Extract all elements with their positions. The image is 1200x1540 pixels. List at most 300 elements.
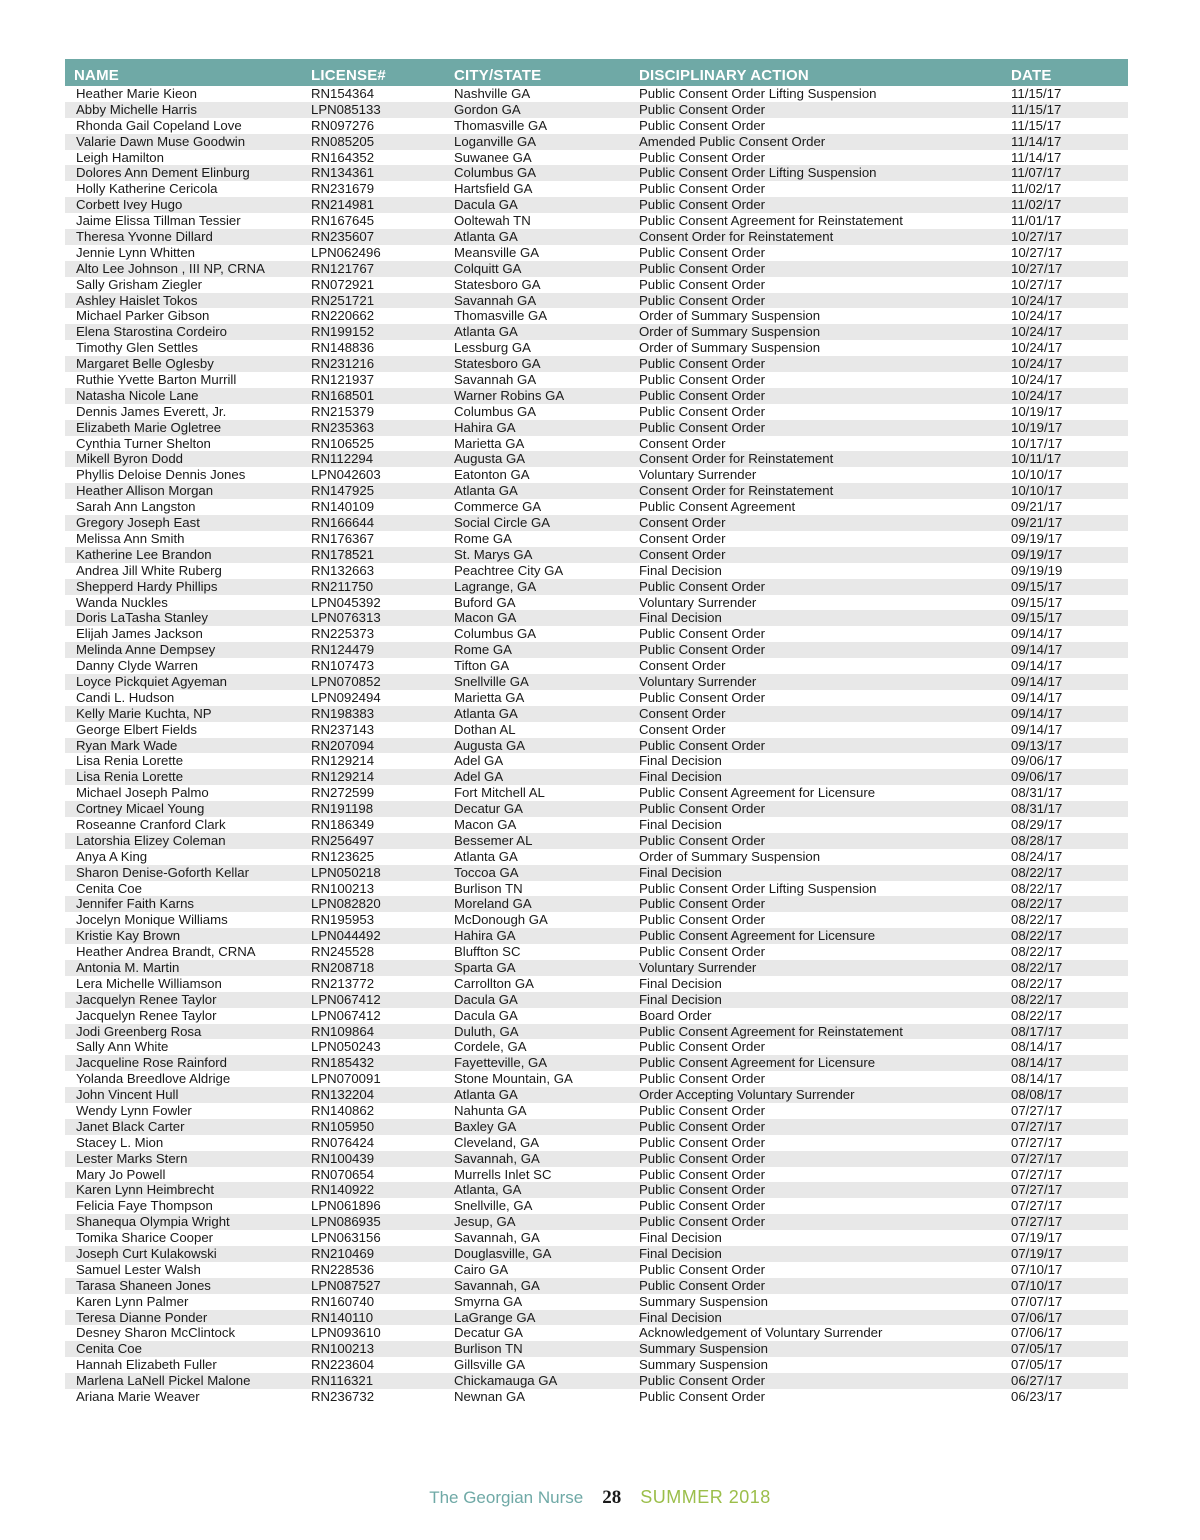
license-cell: RN132204	[311, 1087, 375, 1103]
city-state-cell: Sparta GA	[454, 959, 516, 975]
table-row	[65, 1119, 1128, 1135]
city-state-cell: Newnan GA	[454, 1389, 526, 1405]
name-cell: Ruthie Yvette Barton Murrill	[76, 372, 237, 388]
table-row	[65, 229, 1128, 245]
table-row	[65, 738, 1128, 754]
license-cell: LPN067412	[311, 1007, 381, 1023]
table-row	[65, 324, 1128, 340]
disciplinary-action-cell: Final Decision	[639, 769, 722, 785]
date-cell: 07/27/17	[1011, 1198, 1063, 1214]
table-row	[65, 1135, 1128, 1151]
name-cell: Alto Lee Johnson , III NP, CRNA	[76, 260, 265, 276]
license-cell: RN198383	[311, 705, 375, 721]
disciplinary-action-cell: Public Consent Order	[639, 1039, 766, 1055]
disciplinary-action-cell: Public Consent Order	[639, 1198, 766, 1214]
table-row	[65, 896, 1128, 912]
city-state-cell: Augusta GA	[454, 451, 526, 467]
table-row	[65, 769, 1128, 785]
date-cell: 08/29/17	[1011, 816, 1063, 832]
table-row	[65, 118, 1128, 134]
city-state-cell: McDonough GA	[454, 912, 548, 928]
city-state-cell: Carrollton GA	[454, 975, 534, 991]
name-cell: Jacqueline Rose Rainford	[76, 1055, 228, 1071]
city-state-cell: Colquitt GA	[454, 260, 522, 276]
city-state-cell: Columbus GA	[454, 403, 537, 419]
disciplinary-action-cell: Public Consent Order	[639, 944, 766, 960]
license-cell: RN134361	[311, 165, 375, 181]
disciplinary-action-cell: Public Consent Order Lifting Suspension	[639, 165, 877, 181]
disciplinary-action-cell: Amended Public Consent Order	[639, 133, 826, 149]
name-cell: Holly Katherine Cericola	[76, 181, 218, 197]
city-state-cell: Douglasville, GA	[454, 1246, 552, 1262]
table-row	[65, 928, 1128, 944]
license-cell: LPN093610	[311, 1325, 381, 1341]
disciplinary-action-cell: Order Accepting Voluntary Surrender	[639, 1087, 855, 1103]
name-cell: Lisa Renia Lorette	[76, 769, 184, 785]
table-row	[65, 261, 1128, 277]
table-row	[65, 817, 1128, 833]
name-cell: Cynthia Turner Shelton	[76, 435, 211, 451]
disciplinary-action-cell: Final Decision	[639, 1230, 722, 1246]
license-cell: RN100213	[311, 1341, 375, 1357]
city-state-cell: Toccoa GA	[454, 864, 519, 880]
license-cell: LPN087527	[311, 1277, 381, 1293]
city-state-cell: Decatur GA	[454, 1325, 523, 1341]
table-row	[65, 150, 1128, 166]
disciplinary-action-cell: Consent Order	[639, 721, 726, 737]
date-cell: 09/14/17	[1011, 721, 1063, 737]
date-cell: 09/06/17	[1011, 769, 1063, 785]
header-city-state: CITY/STATE	[454, 66, 542, 84]
table-row	[65, 451, 1128, 467]
city-state-cell: Hartsfield GA	[454, 181, 533, 197]
city-state-cell: Nahunta GA	[454, 1103, 527, 1118]
date-cell: 08/08/17	[1011, 1087, 1063, 1103]
license-cell: RN129214	[311, 769, 375, 785]
city-state-cell: Murrells Inlet SC	[454, 1166, 552, 1182]
name-cell: Corbett Ivey Hugo	[76, 197, 183, 213]
name-cell: Heather Allison Morgan	[76, 483, 214, 499]
date-cell: 10/27/17	[1011, 229, 1063, 245]
license-cell: RN109864	[311, 1023, 375, 1039]
disciplinary-action-cell: Consent Order	[639, 515, 726, 531]
name-cell: Sally Grisham Ziegler	[76, 276, 203, 292]
date-cell: 06/23/17	[1011, 1389, 1063, 1405]
city-state-cell: Marietta GA	[454, 689, 525, 705]
license-cell: LPN061896	[311, 1198, 381, 1214]
name-cell: Samuel Lester Walsh	[76, 1261, 201, 1277]
name-cell: John Vincent Hull	[76, 1087, 179, 1103]
city-state-cell: Lagrange, GA	[454, 578, 537, 594]
date-cell: 07/19/17	[1011, 1230, 1063, 1246]
date-cell: 07/27/17	[1011, 1214, 1063, 1230]
table-row	[65, 1198, 1128, 1214]
disciplinary-action-cell: Public Consent Order	[639, 1277, 766, 1293]
name-cell: Tomika Sharice Cooper	[76, 1230, 214, 1246]
license-cell: LPN076313	[311, 610, 381, 626]
license-cell: RN160740	[311, 1293, 375, 1309]
table-row	[65, 1246, 1128, 1262]
table-row	[65, 547, 1128, 563]
name-cell: Rhonda Gail Copeland Love	[76, 117, 242, 133]
city-state-cell: Rome GA	[454, 642, 512, 658]
name-cell: Loyce Pickquiet Agyeman	[76, 673, 228, 689]
city-state-cell: Macon GA	[454, 816, 517, 832]
name-cell: Dennis James Everett, Jr.	[76, 403, 227, 419]
name-cell: Margaret Belle Oglesby	[76, 356, 214, 372]
license-cell: LPN067412	[311, 991, 381, 1007]
date-cell: 11/02/17	[1011, 181, 1062, 197]
license-cell: RN211750	[311, 578, 374, 594]
disciplinary-action-cell: Final Decision	[639, 1246, 722, 1262]
date-cell: 09/06/17	[1011, 753, 1063, 769]
license-cell: RN195953	[311, 912, 375, 928]
table-row	[65, 1357, 1128, 1373]
license-cell: RN256497	[311, 832, 375, 848]
license-cell: LPN070091	[311, 1071, 381, 1087]
disciplinary-action-cell: Public Consent Order	[639, 1134, 766, 1150]
disciplinary-action-cell: Public Consent Order	[639, 149, 766, 165]
table-row	[65, 992, 1128, 1008]
name-cell: Danny Clyde Warren	[76, 658, 198, 674]
table-row	[65, 356, 1128, 372]
license-cell: LPN070852	[311, 673, 381, 689]
table-row	[65, 563, 1128, 579]
date-cell: 09/14/17	[1011, 673, 1063, 689]
license-cell: RN121937	[311, 372, 375, 388]
table-row	[65, 499, 1128, 515]
date-cell: 10/24/17	[1011, 356, 1063, 372]
disciplinary-action-cell: Public Consent Order	[639, 689, 766, 705]
table-row	[65, 912, 1128, 928]
table-row	[65, 134, 1128, 150]
license-cell: RN214981	[311, 197, 375, 213]
name-cell: Theresa Yvonne Dillard	[76, 229, 213, 245]
name-cell: Shepperd Hardy Phillips	[76, 578, 218, 594]
city-state-cell: Savannah GA	[454, 372, 537, 388]
city-state-cell: Atlanta GA	[454, 229, 518, 245]
license-cell: RN176367	[311, 530, 375, 546]
table-row	[65, 801, 1128, 817]
license-cell: RN228536	[311, 1261, 375, 1277]
date-cell: 07/27/17	[1011, 1134, 1063, 1150]
city-state-cell: Moreland GA	[454, 896, 532, 912]
date-cell: 07/07/17	[1011, 1293, 1063, 1309]
disciplinary-action-cell: Final Decision	[639, 864, 722, 880]
disciplinary-action-cell: Public Consent Order	[639, 292, 766, 308]
disciplinary-action-cell: Public Consent Order	[639, 737, 766, 753]
city-state-cell: Cordele, GA	[454, 1039, 527, 1055]
date-cell: 10/19/17	[1011, 403, 1063, 419]
license-cell: LPN050218	[311, 864, 381, 880]
disciplinary-action-cell: Public Consent Agreement for Licensure	[639, 928, 876, 944]
license-cell: RN225373	[311, 626, 375, 642]
name-cell: Kristie Kay Brown	[76, 928, 181, 944]
name-cell: Jocelyn Monique Williams	[76, 912, 228, 928]
table-row	[65, 1310, 1128, 1326]
disciplinary-action-cell: Consent Order	[639, 546, 726, 562]
name-cell: George Elbert Fields	[76, 721, 197, 737]
date-cell: 11/14/17	[1011, 133, 1062, 149]
disciplinary-action-cell: Order of Summary Suspension	[639, 308, 821, 324]
date-cell: 08/14/17	[1011, 1071, 1063, 1087]
table-row	[65, 595, 1128, 611]
disciplinary-action-cell: Consent Order	[639, 705, 726, 721]
city-state-cell: Savannah, GA	[454, 1277, 540, 1293]
name-cell: Tarasa Shaneen Jones	[76, 1277, 211, 1293]
license-cell: RN129214	[311, 753, 375, 769]
name-cell: Timothy Glen Settles	[76, 340, 198, 356]
date-cell: 07/10/17	[1011, 1277, 1063, 1293]
disciplinary-action-cell: Public Consent Order	[639, 1389, 766, 1405]
date-cell: 09/14/17	[1011, 705, 1063, 721]
license-cell: RN213772	[311, 975, 375, 991]
city-state-cell: Dacula GA	[454, 991, 518, 1007]
license-cell: RN208718	[311, 959, 375, 975]
date-cell: 08/22/17	[1011, 880, 1063, 896]
license-cell: RN178521	[311, 546, 375, 562]
date-cell: 08/28/17	[1011, 832, 1063, 848]
license-cell: RN210469	[311, 1246, 375, 1262]
name-cell: Heather Andrea Brandt, CRNA	[76, 944, 256, 960]
city-state-cell: Nashville GA	[454, 86, 531, 101]
table-row	[65, 1373, 1128, 1389]
city-state-cell: Tifton GA	[454, 658, 510, 674]
page-footer	[0, 1487, 1200, 1509]
city-state-cell: Augusta GA	[454, 737, 526, 753]
license-cell: RN166644	[311, 515, 375, 531]
license-cell: RN076424	[311, 1134, 375, 1150]
table-row	[65, 467, 1128, 483]
header-license: LICENSE#	[311, 66, 386, 84]
date-cell: 07/06/17	[1011, 1309, 1063, 1325]
name-cell: Elijah James Jackson	[76, 626, 203, 642]
license-cell: RN107473	[311, 658, 375, 674]
date-cell: 09/15/17	[1011, 578, 1063, 594]
city-state-cell: Decatur GA	[454, 801, 523, 817]
name-cell: Cortney Micael Young	[76, 801, 205, 817]
name-cell: Latorshia Elizey Coleman	[76, 832, 226, 848]
table-row	[65, 833, 1128, 849]
table-row	[65, 1167, 1128, 1183]
city-state-cell: Social Circle GA	[454, 515, 551, 531]
city-state-cell: Smyrna GA	[454, 1293, 523, 1309]
table-row	[65, 213, 1128, 229]
name-cell: Anya A King	[76, 848, 148, 864]
issue-label: SUMMER 2018	[640, 1487, 771, 1507]
disciplinary-action-cell: Public Consent Order	[639, 896, 766, 912]
name-cell: Janet Black Carter	[76, 1118, 185, 1134]
license-cell: RN185432	[311, 1055, 375, 1071]
license-cell: RN272599	[311, 785, 375, 801]
date-cell: 07/05/17	[1011, 1341, 1063, 1357]
table-row	[65, 1278, 1128, 1294]
city-state-cell: St. Marys GA	[454, 546, 533, 562]
city-state-cell: Atlanta GA	[454, 848, 518, 864]
date-cell: 09/15/17	[1011, 594, 1063, 610]
disciplinary-action-cell: Public Consent Order	[639, 1214, 766, 1230]
name-cell: Elena Starostina Cordeiro	[76, 324, 228, 340]
header-name: NAME	[74, 66, 119, 84]
disciplinary-action-cell: Order of Summary Suspension	[639, 848, 821, 864]
name-cell: Mary Jo Powell	[76, 1166, 166, 1182]
name-cell: Hannah Elizabeth Fuller	[76, 1357, 217, 1373]
table-row	[65, 722, 1128, 738]
date-cell: 07/27/17	[1011, 1150, 1063, 1166]
disciplinary-action-cell: Public Consent Order	[639, 101, 766, 117]
city-state-cell: Lessburg GA	[454, 340, 531, 356]
date-cell: 10/24/17	[1011, 324, 1063, 340]
license-cell: RN167645	[311, 213, 375, 229]
city-state-cell: Atlanta GA	[454, 1087, 518, 1103]
header-disciplinary-action: DISCIPLINARY ACTION	[639, 66, 809, 84]
name-cell: Antonia M. Martin	[76, 959, 180, 975]
license-cell: LPN085133	[311, 101, 381, 117]
license-cell: RN186349	[311, 816, 375, 832]
license-cell: RN231216	[311, 356, 375, 372]
name-cell: Wanda Nuckles	[76, 594, 168, 610]
disciplinary-action-cell: Public Consent Order	[639, 356, 766, 372]
table-row	[65, 1214, 1128, 1230]
name-cell: Lisa Renia Lorette	[76, 753, 184, 769]
license-cell: LPN092494	[311, 689, 381, 705]
name-cell: Cenita Coe	[76, 880, 142, 896]
table-row	[65, 1294, 1128, 1310]
disciplinary-action-cell: Final Decision	[639, 991, 722, 1007]
disciplinary-action-cell: Public Consent Order	[639, 1261, 766, 1277]
license-cell: RN132663	[311, 562, 375, 578]
disciplinary-action-cell: Public Consent Order	[639, 403, 766, 419]
disciplinary-action-cell: Public Consent Order	[639, 117, 766, 133]
city-state-cell: Bluffton SC	[454, 944, 521, 960]
license-cell: RN105950	[311, 1118, 375, 1134]
date-cell: 11/15/17	[1011, 117, 1062, 133]
date-cell: 08/22/17	[1011, 1007, 1063, 1023]
disciplinary-action-cell: Public Consent Order	[639, 1071, 766, 1087]
disciplinary-actions-table	[65, 59, 1128, 1405]
date-cell: 07/10/17	[1011, 1261, 1063, 1277]
date-cell: 10/10/17	[1011, 483, 1063, 499]
city-state-cell: Savannah, GA	[454, 1150, 540, 1166]
license-cell: RN085205	[311, 133, 375, 149]
city-state-cell: Fort Mitchell AL	[454, 785, 545, 801]
date-cell: 07/05/17	[1011, 1357, 1063, 1373]
table-row	[65, 1389, 1128, 1405]
date-cell: 07/27/17	[1011, 1103, 1063, 1118]
disciplinary-action-cell: Public Consent Order	[639, 260, 766, 276]
table-row	[65, 1055, 1128, 1071]
table-row	[65, 785, 1128, 801]
license-cell: RN097276	[311, 117, 375, 133]
license-cell: RN124479	[311, 642, 375, 658]
date-cell: 08/22/17	[1011, 864, 1063, 880]
disciplinary-action-cell: Public Consent Order	[639, 181, 766, 197]
city-state-cell: Stone Mountain, GA	[454, 1071, 573, 1087]
license-cell: RN220662	[311, 308, 375, 324]
name-cell: Katherine Lee Brandon	[76, 546, 212, 562]
date-cell: 08/17/17	[1011, 1023, 1063, 1039]
license-cell: LPN045392	[311, 594, 381, 610]
disciplinary-action-cell: Consent Order for Reinstatement	[639, 451, 834, 467]
license-cell: RN112294	[311, 451, 374, 467]
table-row	[65, 1008, 1128, 1024]
disciplinary-action-cell: Final Decision	[639, 562, 722, 578]
date-cell: 08/22/17	[1011, 959, 1063, 975]
disciplinary-action-cell: Public Consent Agreement	[639, 499, 796, 515]
city-state-cell: Thomasville GA	[454, 117, 548, 133]
name-cell: Melissa Ann Smith	[76, 530, 185, 546]
license-cell: RN164352	[311, 149, 375, 165]
city-state-cell: Meansville GA	[454, 244, 540, 260]
page-number: 28	[602, 1487, 622, 1508]
city-state-cell: Gillsville GA	[454, 1357, 526, 1373]
date-cell: 10/27/17	[1011, 260, 1063, 276]
disciplinary-action-cell: Final Decision	[639, 816, 722, 832]
name-cell: Michael Parker Gibson	[76, 308, 210, 324]
table-row	[65, 420, 1128, 436]
disciplinary-action-cell: Public Consent Agreement for Licensure	[639, 785, 876, 801]
name-cell: Lera Michelle Williamson	[76, 975, 222, 991]
name-cell: Felicia Faye Thompson	[76, 1198, 213, 1214]
disciplinary-action-cell: Voluntary Surrender	[639, 959, 757, 975]
disciplinary-action-cell: Final Decision	[639, 975, 722, 991]
table-row	[65, 960, 1128, 976]
date-cell: 09/13/17	[1011, 737, 1063, 753]
city-state-cell: Cairo GA	[454, 1261, 509, 1277]
disciplinary-action-cell: Public Consent Order	[639, 1150, 766, 1166]
license-cell: RN168501	[311, 387, 375, 403]
city-state-cell: Dacula GA	[454, 1007, 518, 1023]
disciplinary-action-cell: Public Consent Order	[639, 1373, 766, 1389]
date-cell: 10/27/17	[1011, 244, 1063, 260]
license-cell: LPN044492	[311, 928, 381, 944]
name-cell: Stacey L. Mion	[76, 1134, 164, 1150]
license-cell: RN116321	[311, 1373, 374, 1389]
name-cell: Ryan Mark Wade	[76, 737, 178, 753]
disciplinary-action-cell: Public Consent Order	[639, 626, 766, 642]
disciplinary-action-cell: Public Consent Agreement for Licensure	[639, 1055, 876, 1071]
date-cell: 07/27/17	[1011, 1182, 1063, 1198]
city-state-cell: Atlanta, GA	[454, 1182, 522, 1198]
table-row	[65, 1071, 1128, 1087]
table-row	[65, 436, 1128, 452]
table-row	[65, 849, 1128, 865]
city-state-cell: Columbus GA	[454, 626, 537, 642]
license-cell: RN070654	[311, 1166, 375, 1182]
city-state-cell: Warner Robins GA	[454, 387, 565, 403]
license-cell: LPN050243	[311, 1039, 381, 1055]
license-cell: RN100439	[311, 1150, 375, 1166]
disciplinary-action-cell: Public Consent Agreement for Reinstatement	[639, 1023, 903, 1039]
name-cell: Natasha Nicole Lane	[76, 387, 199, 403]
city-state-cell: Snellville GA	[454, 673, 529, 689]
date-cell: 10/27/17	[1011, 276, 1063, 292]
city-state-cell: Dacula GA	[454, 197, 518, 213]
city-state-cell: Atlanta GA	[454, 483, 518, 499]
city-state-cell: Bessemer AL	[454, 832, 533, 848]
city-state-cell: Rome GA	[454, 530, 512, 546]
disciplinary-action-cell: Public Consent Order	[639, 387, 766, 403]
date-cell: 09/14/17	[1011, 626, 1063, 642]
disciplinary-action-cell: Public Consent Order	[639, 801, 766, 817]
name-cell: Elizabeth Marie Ogletree	[76, 419, 222, 435]
table-row	[65, 658, 1128, 674]
disciplinary-action-cell: Public Consent Order	[639, 372, 766, 388]
table-header	[65, 59, 1128, 86]
name-cell: Candi L. Hudson	[76, 689, 175, 705]
disciplinary-action-cell: Order of Summary Suspension	[639, 340, 821, 356]
table-row	[65, 1151, 1128, 1167]
